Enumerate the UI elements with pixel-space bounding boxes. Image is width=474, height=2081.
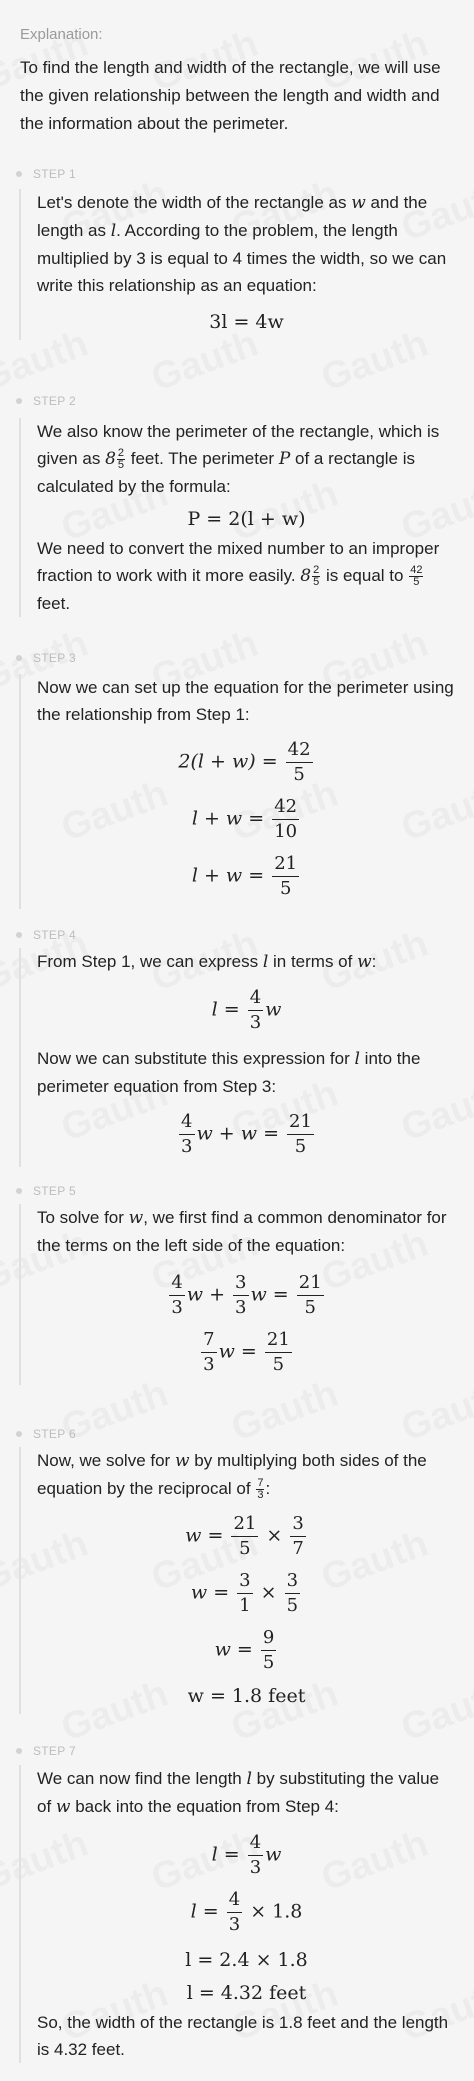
step-dot-icon bbox=[16, 932, 22, 938]
explanation-header: Explanation: bbox=[20, 26, 103, 43]
step-dot-icon bbox=[16, 1431, 22, 1437]
step-7-conclusion: So, the width of the rectangle is 1.8 feet and the length is 4.32 feet. bbox=[37, 2013, 449, 2059]
step-4-label: STEP 4 bbox=[16, 928, 76, 942]
step-1-equation: 3l = 4w bbox=[209, 311, 284, 333]
step-7-body bbox=[19, 1765, 456, 2063]
step-6-equation-1: w = $\frac{21}{5}$ × $\frac{3}{7}$ bbox=[185, 1513, 304, 1559]
step-7-equation-3: l = 2.4 × 1.8 bbox=[185, 1949, 308, 1971]
step-dot-icon bbox=[16, 171, 22, 177]
step-7-equation-1: l = $\frac{4}{3}$ w bbox=[211, 1832, 282, 1878]
step-2-label: STEP 2 bbox=[16, 394, 76, 408]
step-3-text: Now we can set up the equation for the perimeter using the relationship from Step 1: bbox=[37, 678, 454, 724]
step-5-equation-2: $\frac{7}{3}$ w = $\frac{21}{5}$ bbox=[203, 1329, 290, 1375]
step-6-equation-3: w = $\frac{9}{5}$ bbox=[214, 1627, 275, 1673]
step-dot-icon bbox=[16, 1748, 22, 1754]
step-2-text: We also know the perimeter of the rectangle, which is given as 8 $\frac{2}{5}$ feet. The perimeter P of a rectangle is calculated by the formula: bbox=[37, 422, 440, 496]
step-6-body bbox=[19, 1447, 456, 1714]
improper-fraction: $\frac{42}{5}$ bbox=[410, 564, 423, 589]
step-3-equation-3: l + w = $\frac{21}{5}$ bbox=[191, 853, 298, 899]
step-2-equation: P = 2(l + w) bbox=[187, 508, 306, 530]
step-dot-icon bbox=[16, 655, 22, 661]
step-dot-icon bbox=[16, 1188, 22, 1194]
step-6-equation-2: w = $\frac{3}{1}$ × $\frac{3}{5}$ bbox=[190, 1570, 299, 1616]
step-4-text: From Step 1, we can express l in terms of w: bbox=[37, 952, 377, 972]
step-5-body bbox=[19, 1204, 456, 1385]
step-6-equation-4: w = 1.8 feet bbox=[187, 1685, 306, 1707]
reciprocal-fraction: $\frac{7}{3}$ bbox=[257, 1477, 264, 1502]
step-1-text: Let's denote the width of the rectangle as w and the length as l. According to the problem, the length multiplied by 3 is equal to 4 times the width, so we can write this relationship as an equation: bbox=[37, 193, 447, 295]
step-3-equation-1: 2(l + w) = $\frac{42}{5}$ bbox=[178, 739, 311, 785]
step-3-body bbox=[19, 674, 456, 909]
step-dot-icon bbox=[16, 398, 22, 404]
step-5-text: To solve for w, we first find a common denominator for the terms on the left side of the equation: bbox=[37, 1208, 447, 1255]
step-4-body bbox=[19, 948, 456, 1167]
mixed-fraction: $\frac{2}{5}$ bbox=[117, 447, 125, 472]
intro-paragraph: To find the length and width of the rectangle, we will use the given relationship between the length and width and the information about the perimeter. bbox=[20, 58, 441, 133]
step-7-text: We can now find the length l by substituting the value of w back into the equation from Step 4: bbox=[37, 1769, 440, 1817]
step-7-equation-2: l = $\frac{4}{3}$ × 1.8 bbox=[190, 1889, 303, 1935]
step-3-label: STEP 3 bbox=[16, 651, 76, 665]
step-5-equation-1: $\frac{4}{3}$ w + $\frac{3}{3}$ w = $\frac{21}{5}$ bbox=[171, 1272, 322, 1318]
step-4-equation-2: $\frac{4}{3}$ w + w = $\frac{21}{5}$ bbox=[181, 1111, 312, 1157]
step-6-text: Now, we solve for w by multiplying both sides of the equation by the reciprocal of $\frac{7}{3}$ : bbox=[37, 1451, 427, 1502]
step-2-body bbox=[19, 418, 456, 617]
step-3-equation-2: l + w = $\frac{42}{10}$ bbox=[191, 796, 298, 842]
step-4-equation-1: l = $\frac{4}{3}$ w bbox=[211, 987, 282, 1033]
step-1-body bbox=[19, 189, 456, 340]
step-7-equation-4: l = 4.32 feet bbox=[186, 1982, 307, 2004]
step-2-text-2: We need to convert the mixed number to an improper fraction to work with it more easily. 8 $\frac{2}{5}$ is equal to $\frac{42}{5}$ feet. bbox=[37, 539, 440, 613]
step-4-text-2: Now we can substitute this expression for l into the perimeter equation from Step 3: bbox=[37, 1049, 421, 1096]
step-1-label: STEP 1 bbox=[16, 167, 76, 181]
step-6-label: STEP 6 bbox=[16, 1427, 76, 1441]
step-7-label: STEP 7 bbox=[16, 1744, 76, 1758]
step-5-label: STEP 5 bbox=[16, 1184, 76, 1198]
